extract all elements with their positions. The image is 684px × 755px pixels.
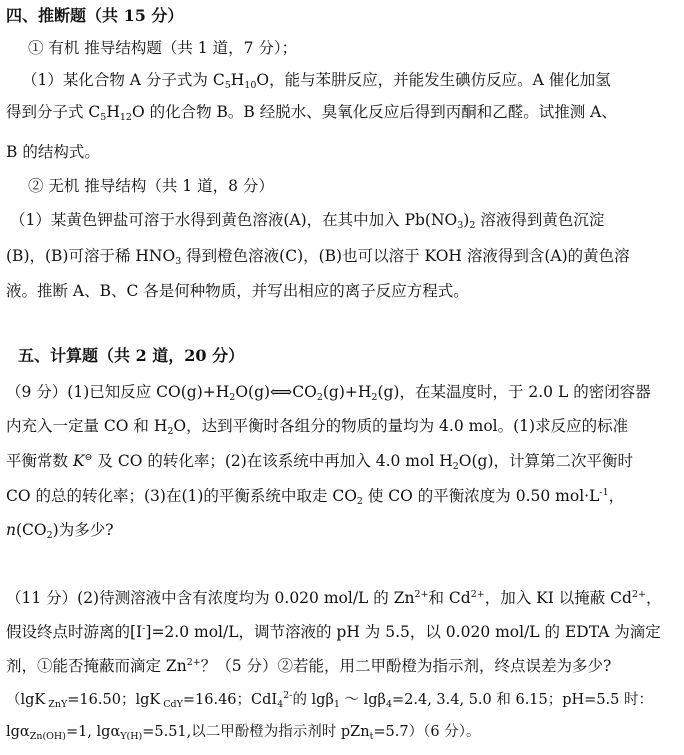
calc-q2-line-4: （lgK $_{ZnY}$=16.50；lgK $_{CdY}$=16.46；CdI$_4^{2-}$的 lgβ$_1$ ～ lgβ$_4$=2.4, 3.4, 5.0 和 6.15；pH=5.5 时： xyxy=(6,690,653,710)
calc-q2-line-3: 剂，①能否掩蔽而滴定 $Zn^{2+}$？（5 分）②若能，用二甲酚橙为指示剂，终点误差为多少? xyxy=(6,657,612,675)
organic-question-line-3: B 的结构式。 xyxy=(6,143,100,161)
calc-q2-line-2: 假设终点时游离的[I-]=2.0 mol/L，调节溶液的 pH 为 5.5，以 0.020 mol/L 的 EDTA 为滴定 xyxy=(6,623,661,641)
inorganic-question-line-1: （1）某黄色钾盐可溶于水得到黄色溶液(A)，在其中加入 $Pb(NO_3)_2$ 溶液得到黄色沉淀 xyxy=(10,211,605,231)
calc-q1-line-3: 平衡常数 K⊖ 及 CO 的转化率；(2)在该系统中再加入 4.0 mol $H_2O(g)$，计算第二次平衡时 xyxy=(6,452,634,472)
organic-subheading: ① 有机 推导结构题（共 1 道，7 分）； xyxy=(28,39,298,57)
calc-q1-line-2: 内充入一定量 CO 和 $H_2O$，达到平衡时各组分的物质的量均为 4.0 mol。(1)求反应的标准 xyxy=(6,417,629,437)
inorganic-subheading: ② 无机 推导结构（共 1 道，8 分） xyxy=(28,177,274,195)
section-4-heading: 四、推断题（共 15 分） xyxy=(6,6,184,25)
inorganic-question-line-3: 液。推断 A、B、C 各是何种物质，并写出相应的离子反应方程式。 xyxy=(6,282,469,300)
calc-q2-line-1: （11 分）(2)待测溶液中含有浓度均为 0.020 mol/L 的 $Zn^{2+}$和 $Cd^{2+}$，加入 KI 以掩蔽 $Cd^{2+}$， xyxy=(6,589,662,607)
organic-question-line-1: （1）某化合物 A 分子式为 $C_5H_{10}O$，能与苯肼反应，并能发生碘仿反应。A 催化加氢 xyxy=(22,71,611,91)
calc-q2-line-5: lgα$_{Zn(OH)}$=1, lgα$_{Y(H)}$=5.51,以二甲酚橙为指示剂时 pZn$_t$=5.7）（6 分）。 xyxy=(6,724,481,742)
calc-q1-line-1: （9 分）(1)已知反应 $CO(g)+H_2O(g)⟺CO_2(g)+H_2(g)$，在某温度时，于 2.0 L 的密闭容器 xyxy=(6,383,651,403)
calc-q1-line-5: $n(CO_2)$为多少? xyxy=(6,521,114,541)
organic-question-line-2: 得到分子式 $C_5H_{12}O$ 的化合物 B。B 经脱水、臭氧化反应后得到丙酮和乙醛。试推测 A、 xyxy=(6,103,617,123)
calc-q1-line-4: CO 的总的转化率；(3)在(1)的平衡系统中取走 $CO_2$ 使 CO 的平衡浓度为 0.50 $mol\cdot L^{-1}$， xyxy=(6,487,625,507)
section-5-heading: 五、计算题（共 2 道，20 分） xyxy=(18,346,245,365)
inorganic-question-line-2: (B)，(B)可溶于稀 $HNO_3$ 得到橙色溶液(C)，(B)也可以溶于 KOH 溶液得到含(A)的黄色溶 xyxy=(6,247,630,267)
